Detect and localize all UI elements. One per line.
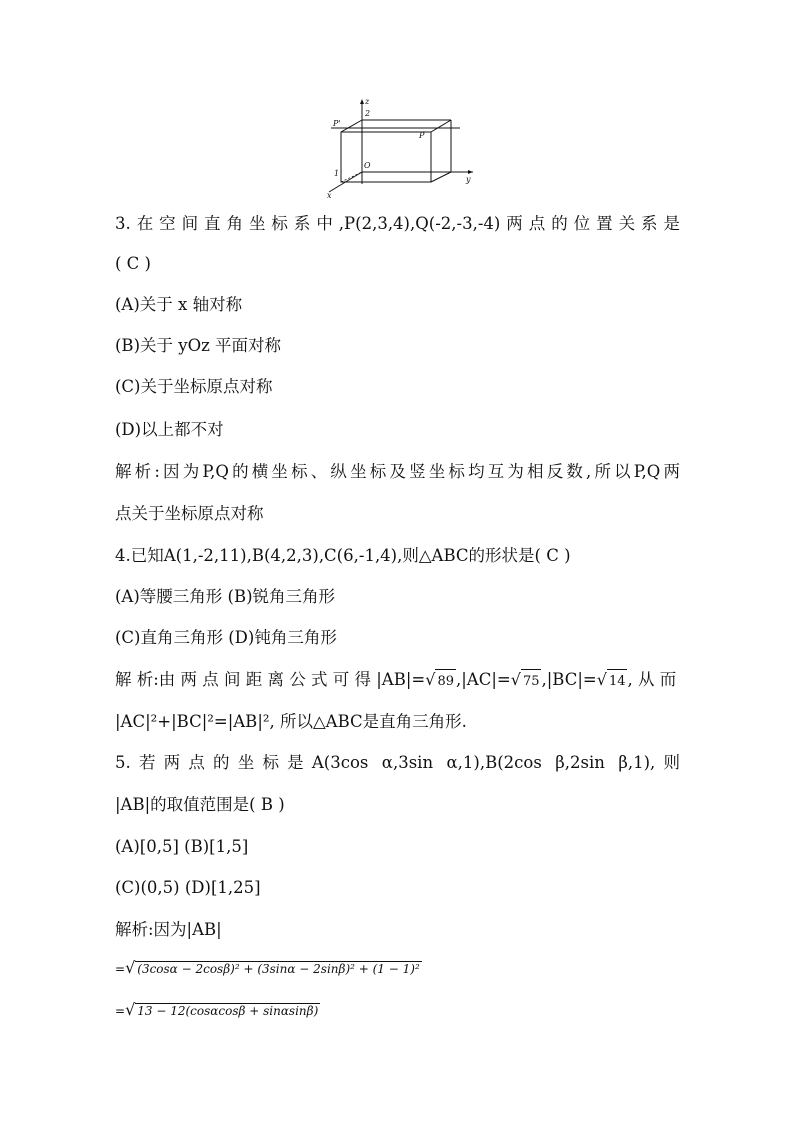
sqrt-icon: √ — [125, 958, 136, 977]
q5-options-ab: (A)[0,5] (B)[1,5] — [115, 837, 249, 856]
figure-label-2: 2 — [365, 109, 371, 118]
q3-option-b: (B)关于 yOz 平面对称 — [115, 336, 282, 355]
q4-analysis-2: |AC|²+|BC|²=|AB|², 所以△ABC是直角三角形. — [115, 712, 467, 731]
q4-mid-2: ,|BC|= — [541, 670, 597, 689]
sqrt-icon: √ — [125, 1000, 136, 1019]
q5-options-cd: (C)(0,5) (D)[1,25] — [115, 878, 261, 897]
q5-eq1-radicand: (3cosα − 2cosβ)² + (3sinα − 2sinβ)² + (1 − 1)² — [137, 962, 420, 976]
q3-stem: 3.在空间直角坐标系中,P(2,3,4),Q(-2,-3,-4)两点的位置关系是 — [115, 214, 680, 233]
q4-sqrt-75: 75 — [521, 669, 542, 694]
q5-stem: 5.若两点的坐标是A(3cos α,3sin α,1),B(2cos β,2sin β,1),则 — [115, 753, 680, 772]
q4-options-ab: (A)等腰三角形 (B)锐角三角形 — [115, 587, 336, 606]
q4-suffix: , 从 而 — [627, 670, 677, 689]
figure-label-p: P — [419, 131, 425, 140]
q3-analysis-2: 点关于坐标原点对称 — [115, 504, 264, 523]
q5-eq2-radicand: 13 − 12(cosαcosβ + sinαsinβ) — [137, 1004, 319, 1018]
figure-label-o: O — [364, 161, 371, 170]
coordinate-box-figure — [325, 96, 475, 200]
q5-analysis: 解析:因为|AB| — [115, 920, 222, 939]
q4-mid-1: ,|AC|= — [456, 670, 511, 689]
q4-options-cd: (C)直角三角形 (D)钝角三角形 — [115, 628, 337, 647]
q5-equation-2: =√ 13 − 12(cosαcosβ + sinαsinβ) — [115, 1000, 319, 1019]
figure-label-pprime: P' — [333, 119, 341, 128]
q4-sqrt-14: 14 — [607, 669, 628, 694]
q3-option-c: (C)关于坐标原点对称 — [115, 377, 273, 396]
figure-label-1: 1 — [334, 169, 340, 178]
q5-equation-1: =√ (3cosα − 2cosβ)² + (3sinα − 2sinβ)² + (1 − 1)² — [115, 958, 420, 977]
figure-label-y: y — [466, 175, 471, 184]
q3-option-a: (A)关于 x 轴对称 — [115, 295, 243, 314]
q4-analysis-1 — [115, 668, 676, 694]
q5-stem-2: |AB|的取值范围是( B ) — [115, 795, 285, 814]
q4-analysis-prefix: 解 析:由 两 点 间 距 离 公 式 可 得 |AB|= — [115, 670, 426, 689]
figure-label-x: x — [327, 191, 332, 200]
q3-option-d: (D)以上都不对 — [115, 420, 224, 439]
sqrt-icon: √ — [425, 670, 436, 689]
q4-stem: 4.已知A(1,-2,11),B(4,2,3),C(6,-1,4),则△ABC的形状是( C ) — [115, 546, 571, 565]
q3-answer: ( C ) — [115, 254, 151, 273]
figure-label-z: z — [365, 97, 370, 106]
q3-analysis-1: 解析:因为P,Q的横坐标、纵坐标及竖坐标均互为相反数,所以P,Q两 — [115, 462, 680, 481]
sqrt-icon: √ — [596, 670, 607, 689]
sqrt-icon: √ — [510, 670, 521, 689]
q4-sqrt-89: 89 — [435, 669, 456, 694]
